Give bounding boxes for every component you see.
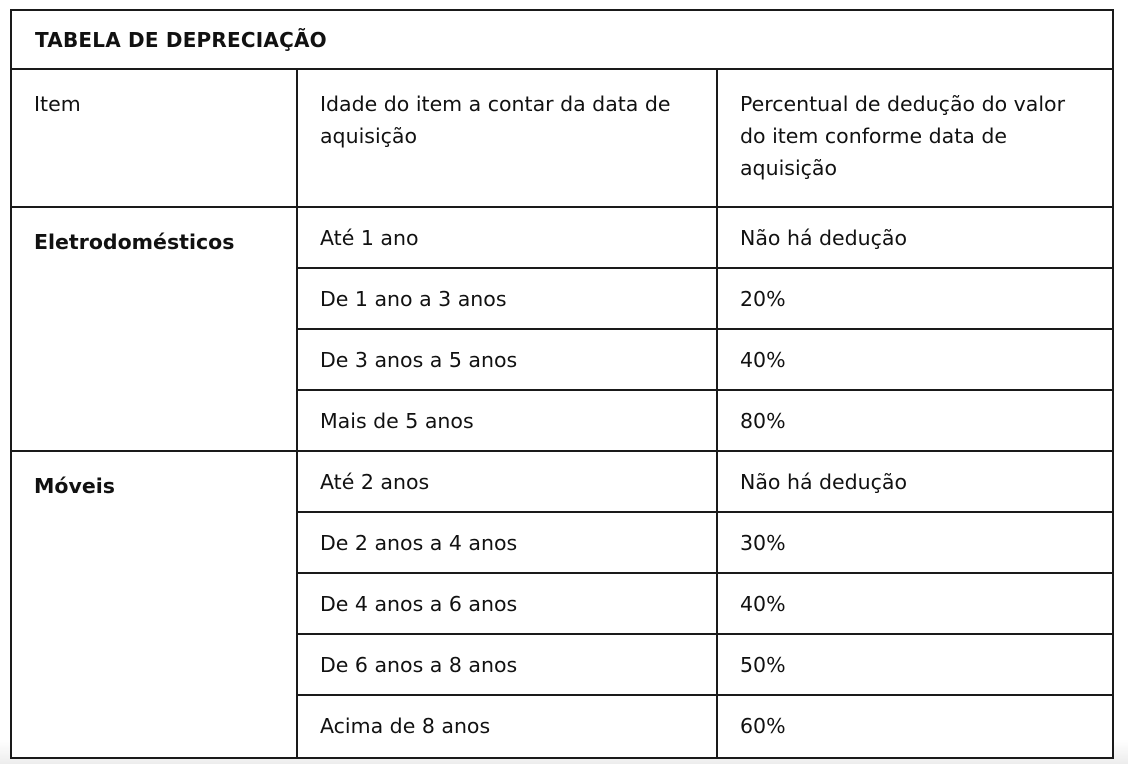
table-row-age: De 6 anos a 8 anos [298,635,718,696]
table-row-age: De 4 anos a 6 anos [298,574,718,635]
header-item: Item [12,70,298,208]
header-age: Idade do item a contar da data de aquisição [298,70,718,208]
table-row-age: Até 2 anos [298,452,718,513]
table-grid [12,70,1112,757]
table-row-age: Mais de 5 anos [298,391,718,452]
depreciation-table [10,9,1114,759]
table-row-age: Acima de 8 anos [298,696,718,757]
table-row-percent: 20% [718,269,1112,330]
table-row-percent: 80% [718,391,1112,452]
table-row-percent: 30% [718,513,1112,574]
table-row-age: Até 1 ano [298,208,718,269]
group-label-eletrodomesticos: Eletrodomésticos [12,208,298,452]
group-label-moveis: Móveis [12,452,298,757]
table-row-percent: 40% [718,330,1112,391]
header-percent: Percentual de dedução do valor do item conforme data de aquisição [718,70,1112,208]
table-row-percent: Não há dedução [718,208,1112,269]
table-row-age: De 2 anos a 4 anos [298,513,718,574]
table-row-age: De 3 anos a 5 anos [298,330,718,391]
table-row-percent: 60% [740,714,786,738]
table-row-percent: Não há dedução [718,452,1112,513]
table-row-percent: 50% [718,635,1112,696]
table-row-age: De 1 ano a 3 anos [298,269,718,330]
table-title: TABELA DE DEPRECIAÇÃO [12,11,1112,70]
table-row-percent: 40% [718,574,1112,635]
